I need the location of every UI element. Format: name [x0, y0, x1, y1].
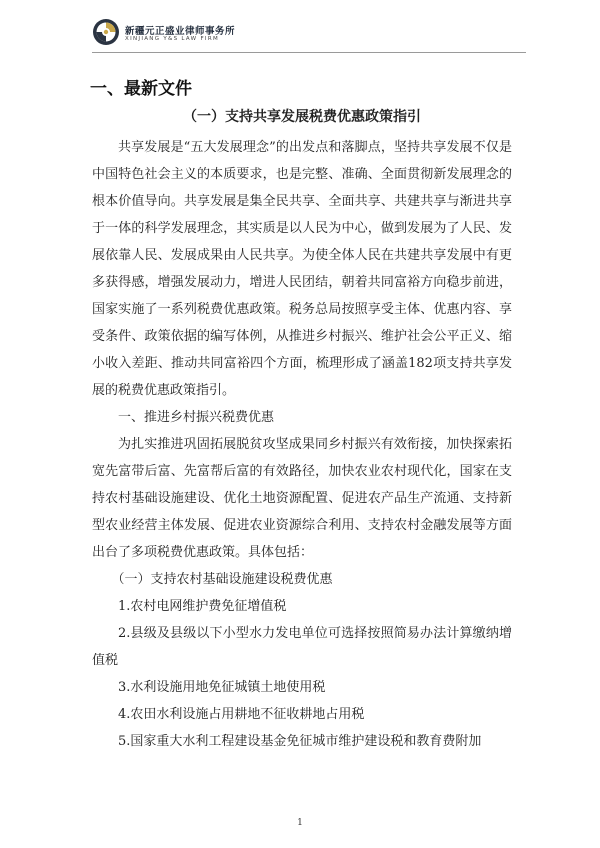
- list-item: 4.农田水利设施占用耕地不征收耕地占用税: [118, 707, 365, 722]
- intro-paragraph: 共享发展是“五大发展理念”的出发点和落脚点，坚持共享发展不仅是中国特色社会主义的本质要求，也是完整、准确、全面贯彻新发展理念的根本价值导向。共享发展是集全民共享、全面共享、共建共享与渐进共享于一体的科学发展理念，其实质是以人民为中心，做到发展为了人民、发展依靠人民、发展成果由人民共享。为使全体人民在共建共享发展中有更多获得感，增强发展动力，增进人民团结，朝着共同富裕方向稳步前进，国家实施了一系列税费优惠政策。税务总局按照享受主体、优惠内容、享受条件、政策依据的编写体例，从推进乡村振兴、维护社会公平正义、缩小收入差距、推动共同富裕四个方面，梳理形成了涵盖182项支持共享发展的税费优惠政策指引。: [92, 140, 512, 398]
- part1-subtitle: （一）支持农村基础设施建设税费优惠: [111, 572, 333, 587]
- letterhead: [92, 18, 292, 50]
- list-item: 2.县级及县级以下小型水力发电单位可选择按照简易办法计算缴纳增值税: [92, 626, 512, 668]
- list-item: 3.水利设施用地免征城镇土地使用税: [118, 680, 326, 695]
- list-item: 5.国家重大水利工程建设基金免征城市维护建设税和教育费附加: [118, 734, 482, 749]
- list-item: 1.农村电网维护费免征增值税: [118, 599, 287, 614]
- document-body: [92, 74, 512, 755]
- firm-logo-icon: [92, 18, 120, 46]
- part1-body: 为扎实推进巩固拓展脱贫攻坚成果同乡村振兴有效衔接，加快探索拓宽先富带后富、先富帮后富的有效路径，加快农业农村现代化，国家在支持农村基础设施建设、优化土地资源配置、促进农产品生产流通、支持新型农业经营主体发展、促进农业资源综合利用、支持农村金融发展等方面出台了多项税费优惠政策。具体包括：: [92, 437, 512, 560]
- section-subheading: （一）支持共享发展税费优惠政策指引: [183, 109, 421, 125]
- part1-title: 一、推进乡村振兴税费优惠: [118, 410, 275, 425]
- section-heading: 一、最新文件: [90, 79, 192, 99]
- firm-name-en: XINJIANG Y&S LAW FIRM: [125, 36, 220, 42]
- page-number: 1: [297, 818, 303, 828]
- firm-name-cn: 新疆元正盛业律师事务所: [125, 26, 236, 37]
- header-rule: [92, 52, 526, 53]
